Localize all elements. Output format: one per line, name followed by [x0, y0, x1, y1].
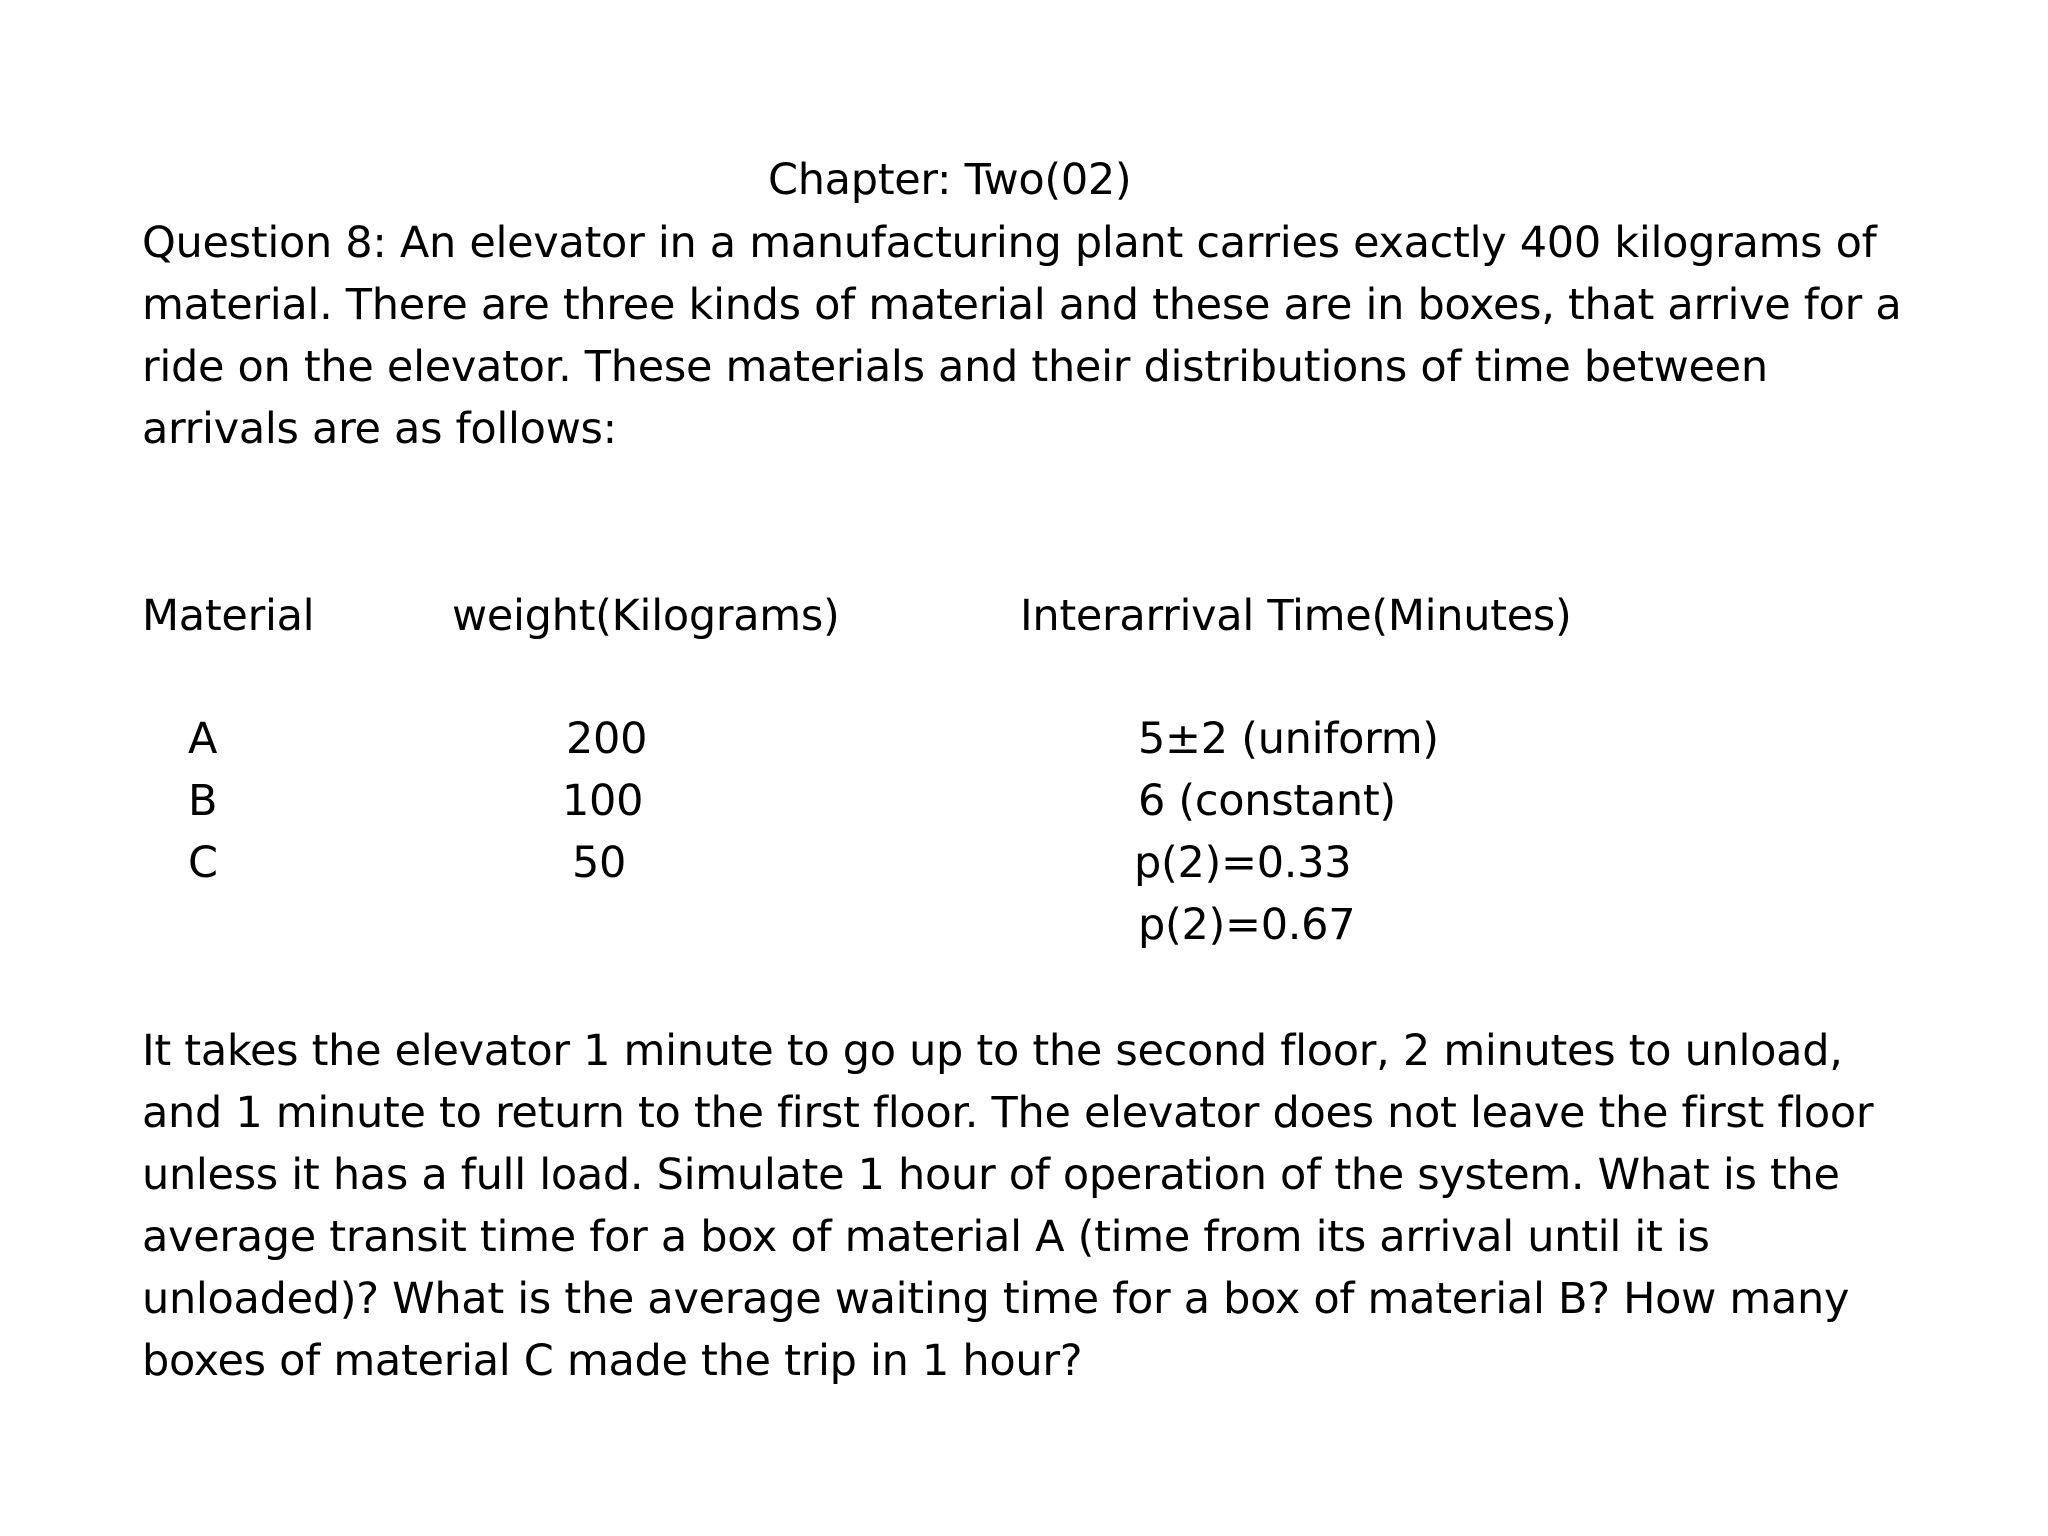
- header-material: Material: [142, 591, 315, 641]
- question-line: arrivals are as follows:: [142, 404, 617, 454]
- row-c-weight: 50: [572, 838, 627, 888]
- tail-paragraph: [142, 1020, 1873, 1392]
- tail-line: unless it has a full load. Simulate 1 hour of operation of the system. What is the: [142, 1150, 1840, 1200]
- row-b-interarrival: 6 (constant): [1138, 776, 1396, 826]
- tail-line: It takes the elevator 1 minute to go up to the second floor, 2 minutes to unload,: [142, 1026, 1843, 1076]
- tail-line: unloaded)? What is the average waiting time for a box of material B? How many: [142, 1274, 1850, 1324]
- row-c-material: C: [188, 838, 218, 888]
- row-a-interarrival: 5±2 (uniform): [1138, 714, 1439, 764]
- row-b-material: B: [188, 776, 218, 826]
- row-c-interarrival: p(2)=0.33: [1134, 838, 1352, 888]
- row-a-material: A: [188, 714, 218, 764]
- question-paragraph: [142, 212, 1901, 460]
- row-c-interarrival-extra: p(2)=0.67: [1138, 900, 1356, 950]
- question-line: Question 8: An elevator in a manufacturing plant carries exactly 400 kilograms of: [142, 218, 1877, 268]
- question-line: material. There are three kinds of material and these are in boxes, that arrive for a: [142, 280, 1902, 330]
- tail-line: boxes of material C made the trip in 1 hour?: [142, 1336, 1083, 1386]
- header-weight: weight(Kilograms): [452, 591, 840, 641]
- tail-line: and 1 minute to return to the first floor. The elevator does not leave the first floor: [142, 1088, 1874, 1138]
- row-b-weight: 100: [562, 776, 644, 826]
- question-line: ride on the elevator. These materials and their distributions of time between: [142, 342, 1768, 392]
- tail-line: average transit time for a box of material A (time from its arrival until it is: [142, 1212, 1710, 1262]
- row-a-weight: 200: [566, 714, 648, 764]
- header-interarrival: Interarrival Time(Minutes): [1020, 591, 1572, 641]
- chapter-title: Chapter: Two(02): [768, 155, 1132, 205]
